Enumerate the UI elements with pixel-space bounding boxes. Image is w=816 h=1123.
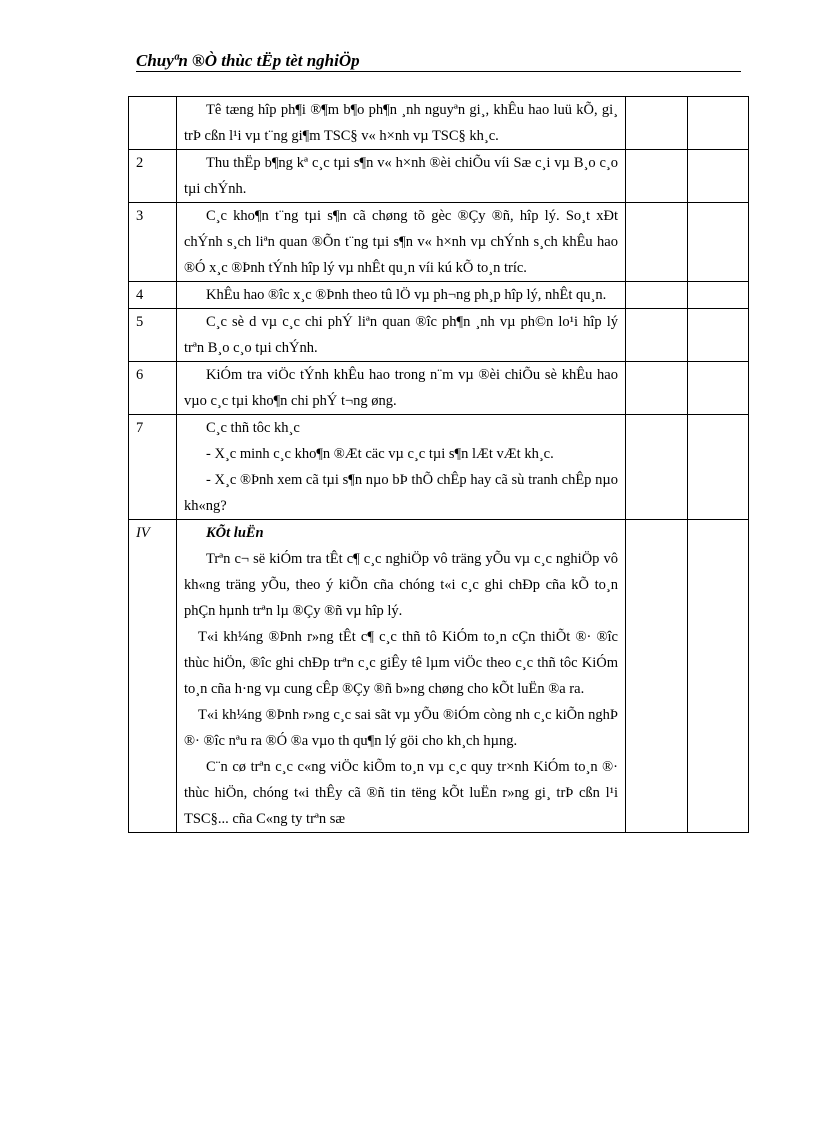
row-number-cell xyxy=(129,97,177,150)
conclusion-paragraph: C¨n cø trªn c¸c c«ng viÖc kiÕm to¸n vµ c¸c quy tr×nh KiÓm to¸n ®· thùc hiÖn, chóng t«i thÊy cã ®ñ tin tëng kÕt luËn r»ng gi¸ trÞ cßn l¹i TSC§... cña C«ng ty trªn sæ xyxy=(184,759,618,827)
reference-cell xyxy=(688,520,749,833)
procedure-text: Thu thËp b¶ng kª c¸c tµi s¶n v« h×nh ®èi chiÕu víi Sæ c¸i vµ B¸o c¸o tµi chÝnh. xyxy=(184,155,618,197)
conclusion-heading: KÕt luËn xyxy=(206,525,264,541)
procedure-cell xyxy=(177,150,626,203)
row-number-cell: 6 xyxy=(129,362,177,415)
reference-cell xyxy=(688,309,749,362)
reference-cell xyxy=(688,203,749,282)
procedure-cell xyxy=(177,309,626,362)
row-number-cell: 4 xyxy=(129,282,177,309)
reference-cell xyxy=(688,97,749,150)
row-number-cell: 7 xyxy=(129,415,177,520)
procedure-subitem: - X¸c minh c¸c kho¶n ®Æt cäc vµ c¸c tµi s¶n lÆt vÆt kh¸c. xyxy=(206,446,554,462)
table-row xyxy=(129,309,749,362)
reference-cell xyxy=(688,150,749,203)
section-number-cell: IV xyxy=(129,520,177,833)
table-row xyxy=(129,415,749,520)
table-row xyxy=(129,150,749,203)
table-row xyxy=(129,282,749,309)
conclusion-paragraph: T«i kh¼ng ®Þnh r»ng c¸c sai sãt vµ yÕu ®iÓm còng nh c¸c kiÕn nghÞ ®· ®îc nªu ra ®Ó ®a vµo th qu¶n lý göi cho kh¸ch hµng. xyxy=(184,707,618,749)
check-cell xyxy=(626,203,688,282)
check-cell xyxy=(626,309,688,362)
reference-cell xyxy=(688,415,749,520)
procedure-cell xyxy=(177,362,626,415)
procedure-cell xyxy=(177,97,626,150)
procedure-text: C¸c kho¶n t¨ng tµi s¶n cã chøng tõ gèc ®Çy ®ñ, hîp lý. So¸t xÐt chÝnh s¸ch liªn quan ®Õn t¨ng tµi s¶n v« h×nh vµ chÝnh s¸ch khÊu hao ®Ó x¸c ®Þnh tÝnh hîp lý vµ nhÊt qu¸n víi kú kÕ to¸n tríc. xyxy=(184,208,618,276)
check-cell xyxy=(626,520,688,833)
reference-cell xyxy=(688,282,749,309)
check-cell xyxy=(626,282,688,309)
conclusion-cell xyxy=(177,520,626,833)
check-cell xyxy=(626,97,688,150)
procedure-text: Tê tæng hîp ph¶i ®¶m b¶o ph¶n ¸nh nguyªn gi¸, khÊu hao luü kÕ, gi¸ trÞ cßn l¹i vµ t¨ng gi¶m TSC§ v« h×nh vµ TSC§ kh¸c. xyxy=(184,102,618,144)
header-divider xyxy=(136,71,741,72)
conclusion-paragraph: T«i kh¼ng ®Þnh r»ng tÊt c¶ c¸c thñ tô KiÓm to¸n cÇn thiÕt ®· ®îc thùc hiÖn, ®îc ghi chÐp trªn c¸c giÊy tê lµm viÖc theo c¸c thñ tôc KiÓm to¸n cña h·ng vµ cung cÊp ®Çy ®ñ b»ng chøng cho kÕt luËn ®a ra. xyxy=(184,629,618,697)
check-cell xyxy=(626,362,688,415)
table-row xyxy=(129,203,749,282)
reference-cell xyxy=(688,362,749,415)
audit-procedure-table xyxy=(128,96,749,833)
procedure-text: C¸c sè d vµ c¸c chi phÝ liªn quan ®îc ph¶n ¸nh vµ ph©n lo¹i hîp lý trªn B¸o c¸o tµi chÝnh. xyxy=(184,314,618,356)
table-row xyxy=(129,520,749,833)
row-number-cell: 3 xyxy=(129,203,177,282)
conclusion-paragraph: Trªn c¬ së kiÓm tra tÊt c¶ c¸c nghiÖp vô träng yÕu vµ c¸c nghiÖp vô kh«ng träng yÕu, theo ý kiÕn cña chóng t«i c¸c ghi chÐp cña kÕ to¸n phÇn hµnh trªn lµ ®Çy ®ñ vµ hîp lý. xyxy=(184,551,618,619)
table-row xyxy=(129,97,749,150)
procedure-subitem: - X¸c ®Þnh xem cã tµi s¶n nµo bÞ thÕ chÊp hay cã sù tranh chÊp nµo kh«ng? xyxy=(184,472,618,514)
table-row xyxy=(129,362,749,415)
procedure-cell xyxy=(177,415,626,520)
row-number-cell: 2 xyxy=(129,150,177,203)
row-number-cell: 5 xyxy=(129,309,177,362)
page-header-title: Chuyªn ®Ò thùc tËp tèt nghiÖp xyxy=(136,51,360,70)
procedure-text: KhÊu hao ®îc x¸c ®Þnh theo tû lÖ vµ ph¬ng ph¸p hîp lý, nhÊt qu¸n. xyxy=(206,287,607,303)
procedure-cell xyxy=(177,282,626,309)
procedure-text: C¸c thñ tôc kh¸c xyxy=(206,420,300,436)
check-cell xyxy=(626,150,688,203)
procedure-cell xyxy=(177,203,626,282)
procedure-text: KiÓm tra viÖc tÝnh khÊu hao trong n¨m vµ ®èi chiÕu sè khÊu hao vµo c¸c tµi kho¶n chi phÝ t¬ng øng. xyxy=(184,367,618,409)
check-cell xyxy=(626,415,688,520)
